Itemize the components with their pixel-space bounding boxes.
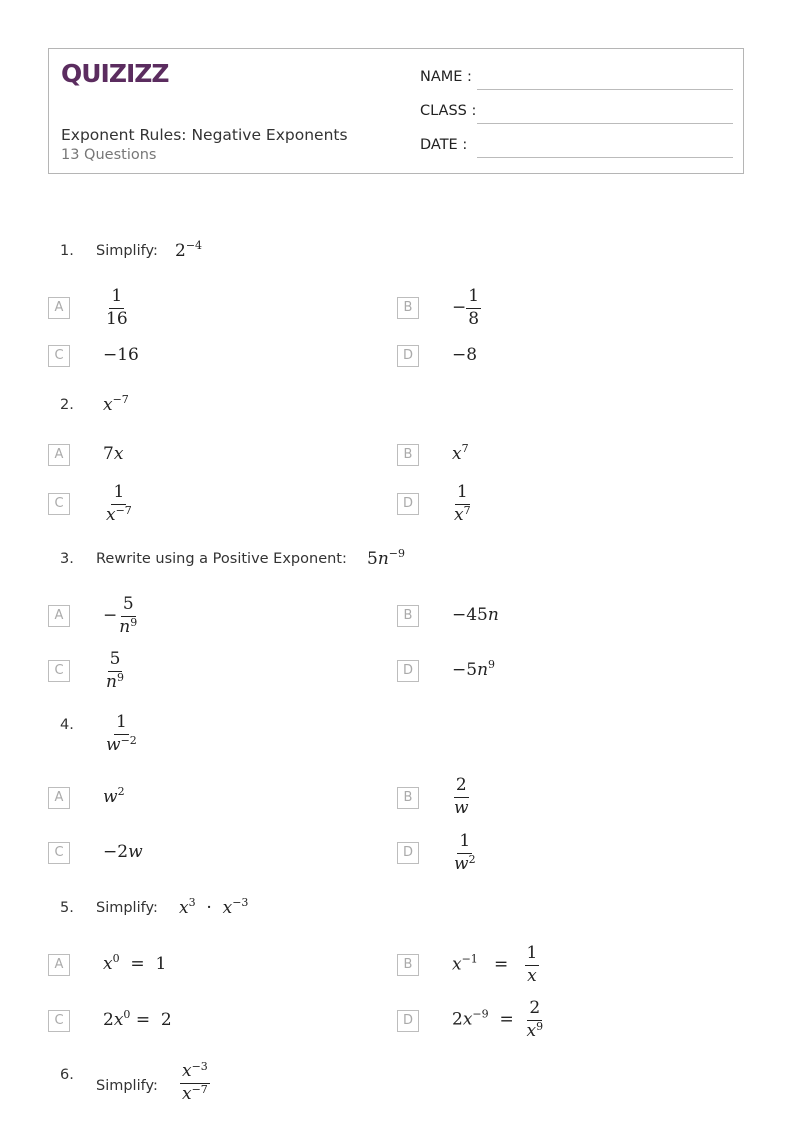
option-a-answer: $\frac{1}{16}$ bbox=[106, 286, 128, 329]
option-a-box[interactable]: A bbox=[48, 605, 70, 627]
option-a-box[interactable]: A bbox=[48, 787, 70, 809]
option-d-answer: $\frac{1}{w^2}$ bbox=[454, 831, 476, 874]
question-text: Rewrite using a Positive Exponent: bbox=[96, 551, 347, 567]
question-number: 4. bbox=[60, 717, 74, 733]
question-expression: $x^{-7}$ bbox=[103, 393, 129, 415]
option-a-answer: $x^0 = 1$ bbox=[103, 952, 167, 974]
option-a-answer: − $\frac{5}{n^9}$ bbox=[103, 594, 138, 637]
option-a-box[interactable]: A bbox=[48, 444, 70, 466]
quizizz-logo: QUIZIZZ bbox=[61, 59, 169, 88]
option-d-answer: $\frac{1}{x^7}$ bbox=[454, 482, 471, 525]
option-d-answer: $2x^{-9}$ = $\frac{2}{x^9}$ bbox=[452, 998, 544, 1041]
question-expression: $\frac{1}{w^{-2}}$ bbox=[106, 712, 137, 755]
question-number: 1. bbox=[60, 243, 74, 259]
option-c-box[interactable]: C bbox=[48, 842, 70, 864]
option-a-answer: 7x bbox=[103, 444, 124, 464]
option-c-box[interactable]: C bbox=[48, 660, 70, 682]
option-d-answer: −8 bbox=[452, 345, 478, 365]
option-d-box[interactable]: D bbox=[397, 660, 419, 682]
question-text: Simplify: bbox=[96, 243, 158, 259]
option-d-box[interactable]: D bbox=[397, 842, 419, 864]
name-line[interactable] bbox=[477, 89, 733, 90]
worksheet-header bbox=[48, 48, 744, 174]
option-c-answer: −16 bbox=[103, 345, 139, 365]
option-b-box[interactable]: B bbox=[397, 954, 419, 976]
question-number: 5. bbox=[60, 900, 74, 916]
option-c-answer: $\frac{5}{n^9}$ bbox=[106, 649, 124, 692]
option-b-answer: $\frac{2}{w}$ bbox=[454, 775, 469, 818]
option-d-answer: $-5n^9$ bbox=[452, 658, 496, 680]
option-b-answer: $x^7$ bbox=[452, 442, 469, 464]
option-b-box[interactable]: B bbox=[397, 787, 419, 809]
question-text: Simplify: bbox=[96, 900, 158, 916]
option-d-box[interactable]: D bbox=[397, 345, 419, 367]
question-expression: $\frac{x^{-3}}{x^{-7}}$ bbox=[182, 1060, 208, 1104]
option-c-answer: $\frac{1}{x^{-7}}$ bbox=[106, 482, 132, 525]
question-expression: $x^3 \cdot x^{-3}$ bbox=[179, 896, 249, 918]
option-d-box[interactable]: D bbox=[397, 1010, 419, 1032]
question-expression: $2^{-4}$ bbox=[175, 239, 203, 261]
option-c-box[interactable]: C bbox=[48, 493, 70, 515]
question-expression: $5n^{-9}$ bbox=[367, 547, 405, 569]
option-c-answer: −2w bbox=[103, 842, 143, 862]
question-count: 13 Questions bbox=[61, 147, 157, 163]
option-b-answer: −45n bbox=[452, 605, 499, 625]
option-b-box[interactable]: B bbox=[397, 605, 419, 627]
option-b-box[interactable]: B bbox=[397, 444, 419, 466]
option-b-answer: − $\frac{1}{8}$ bbox=[452, 286, 480, 329]
option-c-box[interactable]: C bbox=[48, 345, 70, 367]
question-text: Simplify: bbox=[96, 1078, 158, 1094]
class-line[interactable] bbox=[477, 123, 733, 124]
option-c-answer: $2x^0 = 2$ bbox=[103, 1008, 172, 1030]
option-b-box[interactable]: B bbox=[397, 297, 419, 319]
worksheet-title: Exponent Rules: Negative Exponents bbox=[61, 126, 348, 144]
option-a-box[interactable]: A bbox=[48, 297, 70, 319]
option-a-box[interactable]: A bbox=[48, 954, 70, 976]
date-label: DATE : bbox=[420, 137, 468, 153]
option-c-box[interactable]: C bbox=[48, 1010, 70, 1032]
question-number: 3. bbox=[60, 551, 74, 567]
name-label: NAME : bbox=[420, 69, 472, 85]
class-label: CLASS : bbox=[420, 103, 477, 119]
date-line[interactable] bbox=[477, 157, 733, 158]
option-a-answer: $w^2$ bbox=[103, 785, 125, 807]
option-b-answer: $x^{-1}$ = $\frac{1}{x}$ bbox=[452, 943, 538, 986]
option-d-box[interactable]: D bbox=[397, 493, 419, 515]
question-number: 6. bbox=[60, 1067, 74, 1083]
question-number: 2. bbox=[60, 397, 74, 413]
